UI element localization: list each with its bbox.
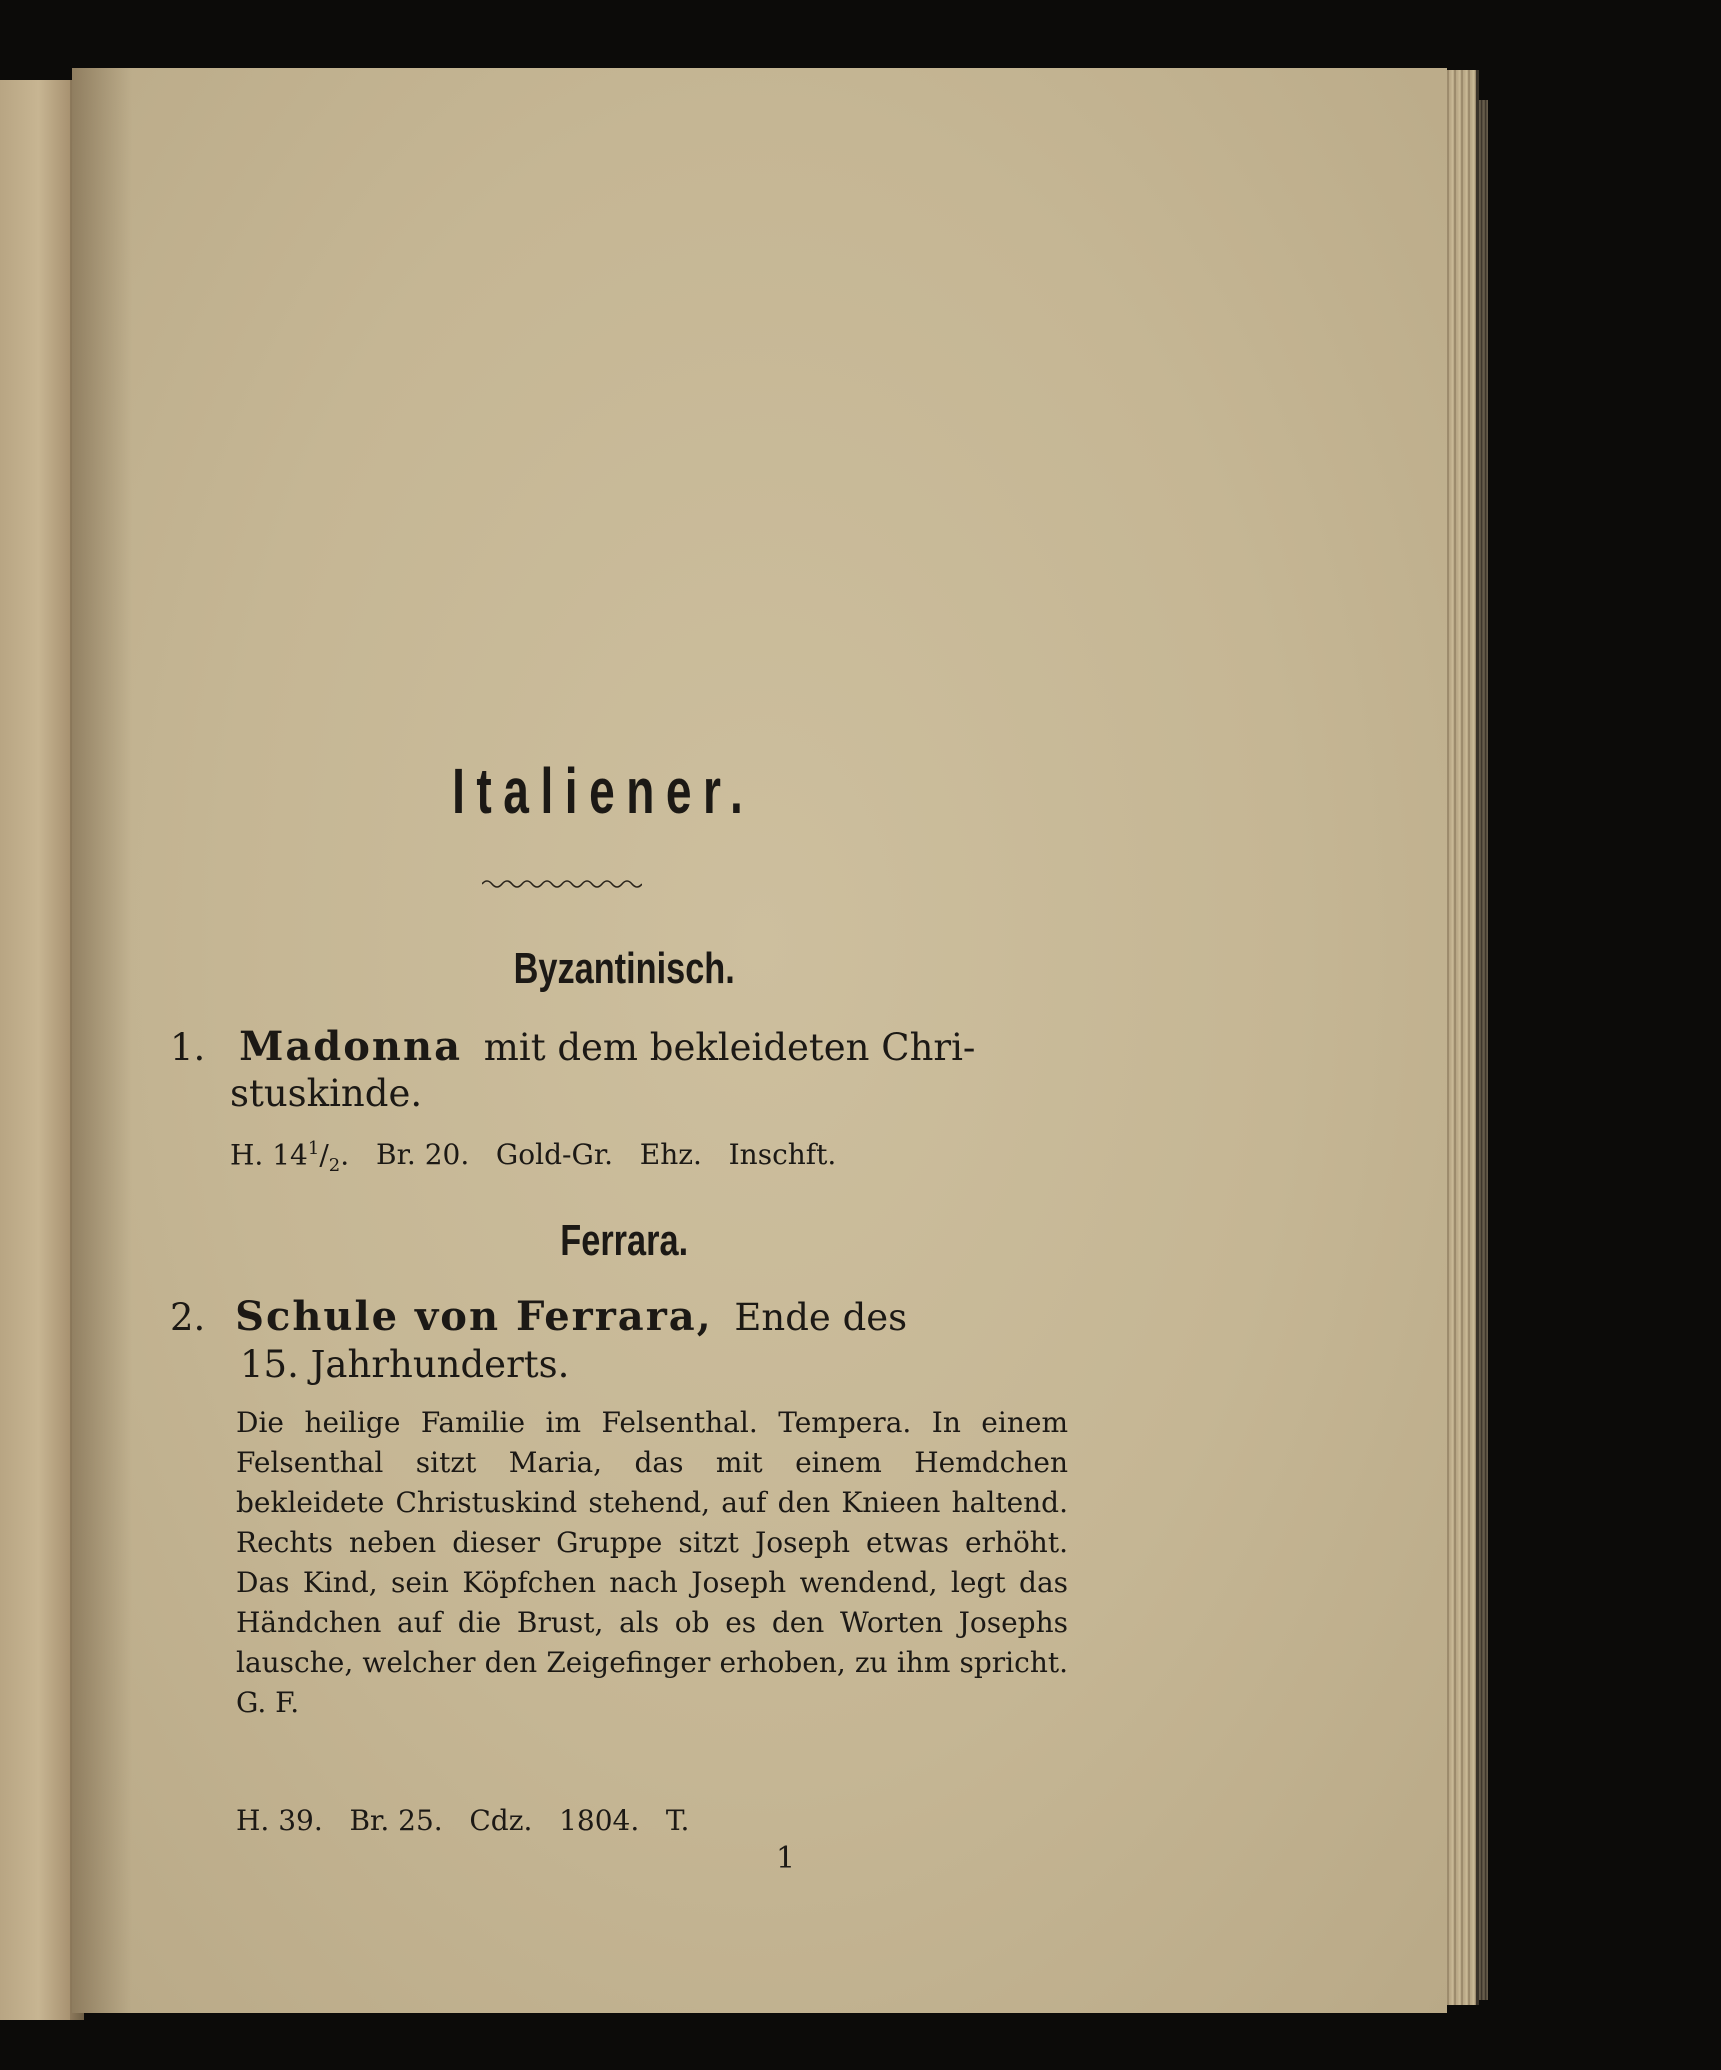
- entry-2-line-2: 15. Jahrhunderts.: [240, 1343, 570, 1386]
- height-suffix: .: [340, 1138, 350, 1172]
- entry-title: Madonna: [239, 1023, 463, 1070]
- page-title: Italiener.: [452, 755, 755, 827]
- entry-1-line-1: [170, 1023, 975, 1070]
- entry-number: 1.: [170, 1026, 206, 1069]
- wave-ornament: [482, 876, 642, 892]
- entry-1-line-2: stuskinde.: [230, 1072, 423, 1115]
- page-number: 1: [776, 1841, 796, 1876]
- book-page: [72, 68, 1447, 2013]
- entry-2-line-1: [170, 1293, 907, 1340]
- fraction-numerator: 1: [307, 1138, 320, 1159]
- section-heading-ferrara: Ferrara.: [560, 1216, 689, 1265]
- section-heading-byzantinisch: Byzantinisch.: [513, 944, 735, 993]
- previous-page-edge: [0, 80, 70, 2020]
- height-value: H. 14: [230, 1138, 308, 1172]
- meta-rest: Br. 20. Gold-Gr. Ehz. Inschft.: [376, 1138, 837, 1172]
- entry-number: 2.: [170, 1296, 206, 1339]
- entry-line-rest: mit dem bekleideten Chri-: [483, 1026, 976, 1069]
- entry-1-meta: H. $14^1/_2$. Br. 20. Gold-Gr. Ehz. Inschft.: [230, 1138, 837, 1176]
- entry-2-description: Die heilige Familie im Felsenthal. Tempera. In einem Felsenthal sitzt Maria, das mit einem Hemdchen bekleidete Christuskind stehend, auf den Knieen haltend. Rechts neben dieser Gruppe sitzt Joseph etwas erhöht. Das Kind, sein Köpfchen nach Joseph wendend, legt das Händchen auf die Brust, als ob es den Worten Josephs lausche, welcher den Zeigefinger erhoben, zu ihm spricht. G. F.: [236, 1406, 1068, 1719]
- gutter-shadow: [72, 68, 132, 2013]
- entry-2-meta: H. 39. Br. 25. Cdz. 1804. T.: [236, 1804, 690, 1837]
- entry-title: Schule von Ferrara,: [235, 1293, 713, 1340]
- entry-line-rest: Ende des: [734, 1296, 908, 1339]
- fraction-denominator: 2: [328, 1154, 341, 1176]
